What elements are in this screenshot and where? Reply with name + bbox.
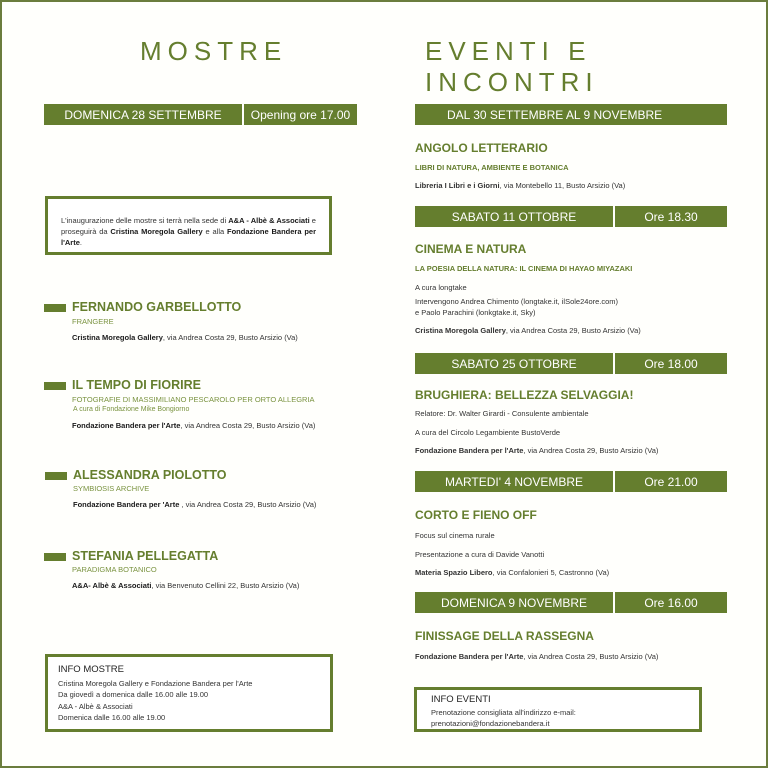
intro-box [45,196,332,255]
intro-text [61,215,316,248]
exhibition-name: IL TEMPO DI FIORIRE [72,378,201,392]
event-date: MARTEDI' 4 NOVEMBRE [415,471,613,492]
event-date: SABATO 11 OTTOBRE [415,206,613,227]
event-title: FINISSAGE DELLA RASSEGNA [415,629,594,643]
exhibition-venue [72,421,315,430]
venue-address: , via Andrea Costa 29, Busto Arsizio (Va) [179,500,317,509]
exhibition-marker [44,553,66,561]
exhibition-subtitle: PARADIGMA BOTANICO [72,565,157,574]
venue-address: , via Andrea Costa 29, Busto Arsizio (Va) [523,446,659,455]
venue-address: , via Andrea Costa 29, Busto Arsizio (Va) [523,652,659,661]
exhibition-marker [44,382,66,390]
event-title: CINEMA E NATURA [415,242,527,256]
info-eventi-title: INFO EVENTI [431,694,491,705]
event-venue [415,181,625,190]
event-date-bar [415,592,727,613]
info-mostre-line: Da giovedì a domenica dalle 16.00 alle 19.00 [58,689,209,699]
event-time: Ore 18.00 [615,353,727,374]
event-date-bar [415,471,727,492]
event-time: Ore 21.00 [615,471,727,492]
venue-name: Fondazione Bandera per l'Arte [415,446,524,455]
event-date: DOMENICA 9 NOVEMBRE [415,592,613,613]
event-detail: Focus sul cinema rurale [415,531,495,540]
venue-address: , via Confalonieri 5, Castronno (Va) [492,568,610,577]
info-mostre-box [45,654,333,732]
venue-name: Materia Spazio Libero [415,568,493,577]
intro-venue-aa: A&A - Albè & Associati [228,216,310,225]
venue-address: , via Andrea Costa 29, Busto Arsizio (Va) [180,421,316,430]
exhibition-subtitle: FRANGERE [72,317,114,326]
event-venue [415,446,658,455]
event-date-bar [415,206,727,227]
event-detail: Presentazione a cura di Davide Vanotti [415,550,545,559]
event-detail: A cura longtake [415,283,467,292]
exhibition-venue [72,581,299,590]
exhibition-name: ALESSANDRA PIOLOTTO [73,468,227,482]
date-range-bar [415,104,727,125]
opening-date: DOMENICA 28 SETTEMBRE [44,104,242,125]
intro-text-2: e proseguirà da [61,216,316,236]
intro-venue-bandera: Fondazione Bandera per l'Arte [61,227,316,247]
event-venue [415,326,641,335]
venue-name: A&A- Albè & Associati [72,581,152,590]
info-eventi-line: Prenotazione consigliata all'indirizzo e-mail: [431,708,576,717]
intro-text-4: . [79,238,82,247]
mostre-title: MOSTRE [140,36,288,66]
venue-address: , via Andrea Costa 29, Busto Arsizio (Va) [505,326,641,335]
event-title: BRUGHIERA: BELLEZZA SELVAGGIA! [415,388,634,402]
venue-address: , via Montebello 11, Busto Arsizio (Va) [499,181,626,190]
info-eventi-box [414,687,702,732]
exhibition-name: STEFANIA PELLEGATTA [72,549,219,563]
event-title: CORTO E FIENO OFF [415,508,537,522]
exhibition-name: FERNANDO GARBELLOTTO [72,300,242,314]
event-detail: Relatore: Dr. Walter Girardi - Consulente ambientale [415,409,589,418]
venue-address: , via Andrea Costa 29, Busto Arsizio (Va) [162,333,298,342]
event-detail: A cura del Circolo Legambiente BustoVerde [415,428,561,437]
event-title: ANGOLO LETTERARIO [415,141,548,155]
intro-text-3: e alla [202,227,228,236]
exhibition-venue [72,333,298,342]
info-eventi-email[interactable]: prenotazioni@fondazionebandera.it [431,718,550,728]
opening-date-bar [44,104,357,125]
exhibition-venue [73,500,316,509]
info-mostre-title: INFO MOSTRE [58,664,124,675]
venue-name: Fondazione Bandera per l'Arte [72,421,181,430]
venue-name: Libreria I Libri e i Giorni [415,181,500,190]
exhibition-subtitle: SYMBIOSIS ARCHIVE [73,484,150,493]
event-detail: Intervengono Andrea Chimento (longtake.it, ilSole24ore.com) [415,297,619,306]
event-venue [415,652,658,661]
venue-address: , via Benvenuto Cellini 22, Busto Arsizio (Va) [151,581,300,590]
event-detail: e Paolo Parachini (lonkgtake.it, Sky) [415,308,536,317]
venue-name: Fondazione Bandera per l'Arte [415,652,524,661]
intro-venue-moregola: Cristina Moregola Gallery [110,227,203,236]
event-date: SABATO 25 OTTOBRE [415,353,613,374]
exhibition-marker [45,472,67,480]
event-time: Ore 16.00 [615,592,727,613]
exhibition-marker [44,304,66,312]
venue-name: Cristina Moregola Gallery [415,326,506,335]
event-subtitle: LIBRI DI NATURA, AMBIENTE E BOTANICA [415,163,569,172]
info-mostre-line: A&A - Albè & Associati [58,702,133,711]
venue-name: Fondazione Bandera per 'Arte [73,500,180,509]
opening-time: Opening ore 17.00 [244,104,357,125]
exhibition-subtitle: FOTOGRAFIE DI MASSIMILIANO PESCAROLO PER ORTO ALLEGRIA [72,395,315,404]
info-mostre-line: Cristina Moregola Gallery e Fondazione Bandera per l'Arte [58,679,253,688]
event-subtitle: LA POESIA DELLA NATURA: IL CINEMA DI HAYAO MIYAZAKI [415,264,633,273]
eventi-title: EVENTI E INCONTRI [425,36,599,97]
event-venue [415,568,609,577]
event-time: Ore 18.30 [615,206,727,227]
info-mostre-line: Domenica dalle 16.00 alle 19.00 [58,712,166,722]
exhibition-curator: A cura di Fondazione Mike Bongiorno [73,406,190,413]
date-range: DAL 30 SETTEMBRE AL 9 NOVEMBRE [415,104,727,125]
event-date-bar [415,353,727,374]
intro-text-1: L'inaugurazione delle mostre si terrà nella sede di [61,216,229,225]
venue-name: Cristina Moregola Gallery [72,333,163,342]
